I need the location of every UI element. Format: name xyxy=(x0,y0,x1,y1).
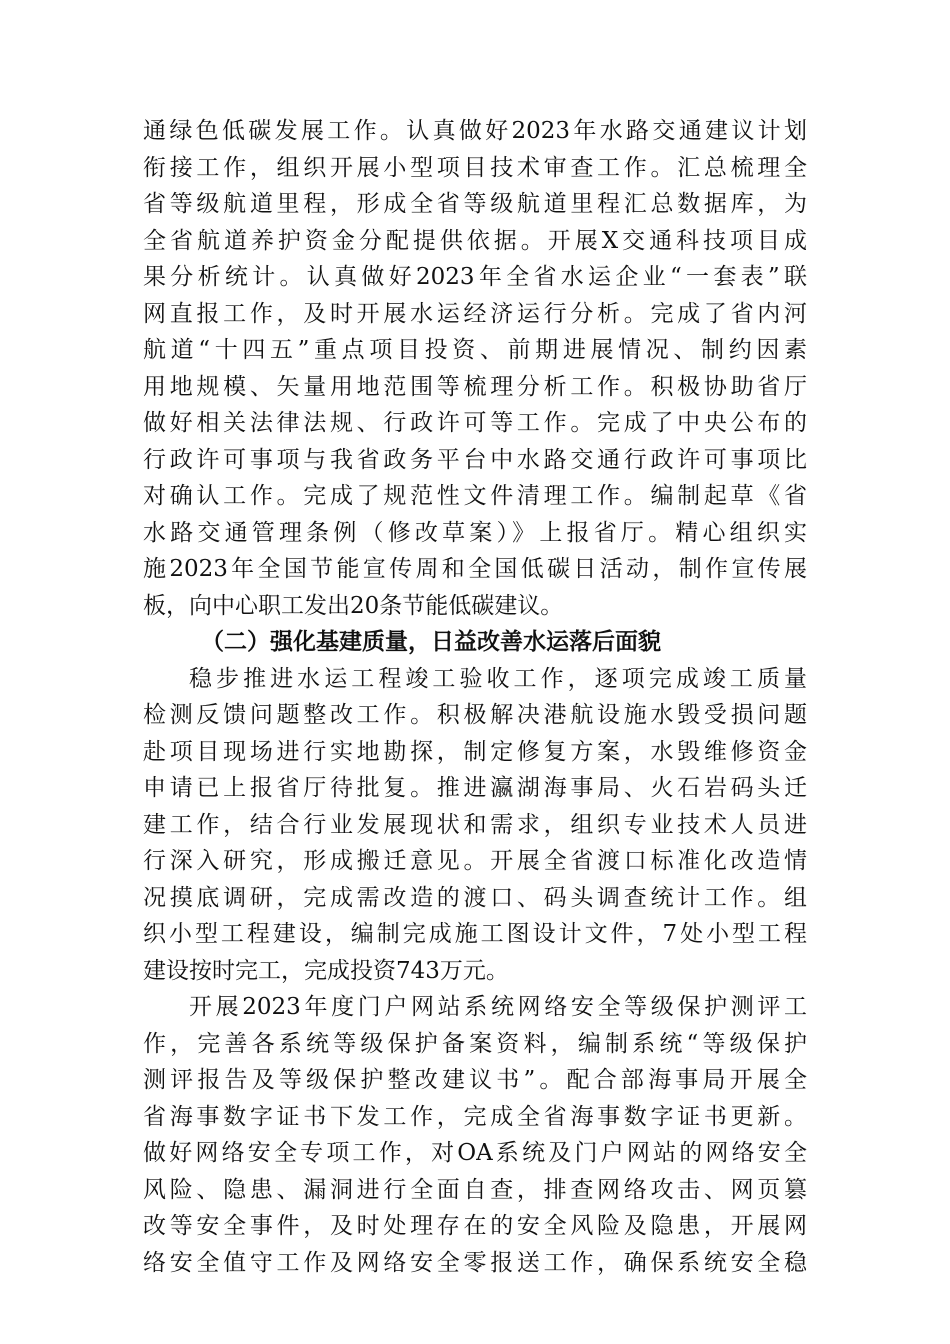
text-line: 作，完善各系统等级保护备案资料，编制系统“等级保护 xyxy=(143,1030,807,1057)
text-line: 果分析统计。认真做好2023年全省水运企业“一套表”联 xyxy=(143,264,807,290)
text-line: 衔接工作，组织开展小型项目技术审查工作。汇总梳理全 xyxy=(143,154,807,181)
text-line: 建工作，结合行业发展现状和需求，组织专业技术人员进 xyxy=(143,811,807,838)
text-line: 测评报告及等级保护整改建议书”。配合部海事局开展全 xyxy=(143,1067,807,1093)
document-body xyxy=(143,113,807,1281)
text-line: 做好相关法律法规、行政许可等工作。完成了中央公布的 xyxy=(143,410,807,436)
text-line: 行深入研究，形成搬迁意见。开展全省渡口标准化改造情 xyxy=(143,848,807,874)
text-line: 用地规模、矢量用地范围等梳理分析工作。积极协助省厅 xyxy=(143,373,807,400)
section-heading: （二）强化基建质量，日益改善水运落后面貌 xyxy=(201,629,661,655)
text-line: 况摸底调研，完成需改造的渡口、码头调查统计工作。组 xyxy=(143,884,807,911)
paragraph-network-security xyxy=(143,989,807,1281)
paragraph-infrastructure xyxy=(143,661,807,990)
text-line: 水路交通管理条例（修改草案）》上报省厅。精心组织实 xyxy=(143,519,807,546)
text-line: 施2023年全国节能宣传周和全国低碳日活动，制作宣传展 xyxy=(143,556,807,582)
text-line: 省等级航道里程，形成全省等级航道里程汇总数据库，为 xyxy=(143,191,807,217)
text-line: 风险、隐患、漏洞进行全面自查，排查网络攻击、网页篡 xyxy=(143,1176,807,1203)
text-line: 行政许可事项与我省政务平台中水路交通行政许可事项比 xyxy=(143,446,807,473)
text-line: 全省航道养护资金分配提供依据。开展X交通科技项目成 xyxy=(143,227,807,254)
text-line: 检测反馈问题整改工作。积极解决港航设施水毁受损问题 xyxy=(143,702,807,728)
text-line: 做好网络安全专项工作，对OA系统及门户网站的网络安全 xyxy=(143,1140,807,1166)
text-line: 申请已上报省厅待批复。推进瀛湖海事局、火石岩码头迁 xyxy=(143,775,807,801)
text-line: 稳步推进水运工程竣工验收工作，逐项完成竣工质量 xyxy=(189,665,807,692)
paragraph-green-low-carbon xyxy=(143,113,807,624)
text-line: 开展2023年度门户网站系统网络安全等级保护测评工 xyxy=(189,994,807,1020)
text-line: 织小型工程建设，编制完成施工图设计文件，7处小型工程 xyxy=(143,921,807,947)
text-line: 航道“十四五”重点项目投资、前期进展情况、制约因素 xyxy=(143,337,807,363)
text-line: 建设按时完工，完成投资743万元。 xyxy=(143,957,509,984)
text-line: 改等安全事件，及时处理存在的安全风险及隐患，开展网 xyxy=(143,1213,807,1239)
text-line: 赴项目现场进行实地勘探，制定修复方案，水毁维修资金 xyxy=(143,738,807,765)
text-line: 络安全值守工作及网络安全零报送工作，确保系统安全稳 xyxy=(143,1249,807,1276)
text-line: 网直报工作，及时开展水运经济运行分析。完成了省内河 xyxy=(143,300,807,327)
text-line: 省海事数字证书下发工作，完成全省海事数字证书更新。 xyxy=(143,1103,807,1130)
text-line: 板，向中心职工发出20条节能低碳建议。 xyxy=(143,592,564,619)
text-line: 通绿色低碳发展工作。认真做好2023年水路交通建议计划 xyxy=(143,118,807,144)
text-line: 对确认工作。完成了规范性文件清理工作。编制起草《省 xyxy=(143,483,807,509)
